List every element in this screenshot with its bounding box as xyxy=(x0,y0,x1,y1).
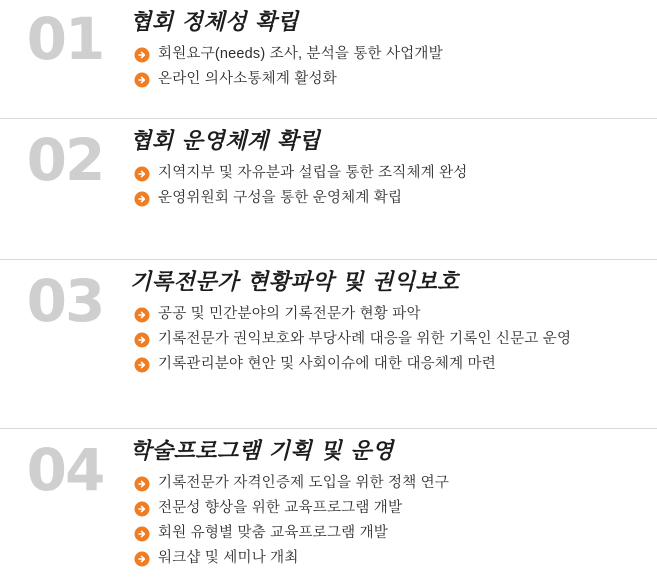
section-title: 협회 정체성 확립 xyxy=(130,9,299,35)
list-item-label: 공공 및 민간분야의 기록전문가 현황 파악 xyxy=(158,306,421,323)
section-number-container xyxy=(0,126,130,194)
list-item xyxy=(130,549,647,568)
list-item-label: 워크샵 및 세미나 개최 xyxy=(158,549,299,566)
section-number: 01 xyxy=(26,5,104,73)
list-item xyxy=(130,499,647,518)
section-03 xyxy=(0,260,657,428)
list-item-label: 기록관리분야 현안 및 사회이슈에 대한 대응체계 마련 xyxy=(158,355,496,372)
arrow-circle-right-icon xyxy=(134,191,150,207)
arrow-circle-right-icon xyxy=(134,332,150,348)
list-item-label: 온라인 의사소통체계 활성화 xyxy=(158,71,337,88)
section-04 xyxy=(0,429,657,581)
bullet-list xyxy=(130,45,647,89)
arrow-circle-right-icon xyxy=(134,72,150,88)
arrow-circle-right-icon xyxy=(134,357,150,373)
list-item xyxy=(130,164,647,183)
list-item-label: 회원요구(needs) 조사, 분석을 통한 사업개발 xyxy=(158,46,443,63)
section-body xyxy=(130,270,657,380)
arrow-circle-right-icon xyxy=(134,526,150,542)
list-item xyxy=(130,330,647,349)
section-01 xyxy=(0,0,657,118)
section-body xyxy=(130,129,657,214)
bullet-list xyxy=(130,164,647,208)
arrow-circle-right-icon xyxy=(134,166,150,182)
arrow-circle-right-icon xyxy=(134,476,150,492)
list-item-label: 운영위원회 구성을 통한 운영체계 확립 xyxy=(158,190,403,207)
bullet-list xyxy=(130,305,647,374)
list-item xyxy=(130,189,647,208)
list-item xyxy=(130,45,647,64)
section-number: 02 xyxy=(26,126,104,194)
section-number: 03 xyxy=(26,267,104,335)
arrow-circle-right-icon xyxy=(134,307,150,323)
list-item-label: 기록전문가 자격인증제 도입을 위한 정책 연구 xyxy=(158,475,450,492)
section-title: 협회 운영체계 확립 xyxy=(130,128,321,154)
arrow-circle-right-icon xyxy=(134,551,150,567)
section-body xyxy=(130,8,657,95)
section-number-container xyxy=(0,267,130,335)
list-item xyxy=(130,355,647,374)
list-item-label: 회원 유형별 맞춤 교육프로그램 개발 xyxy=(158,524,389,541)
list-item-label: 지역지부 및 자유분과 설립을 통한 조직체계 완성 xyxy=(158,165,468,182)
section-body xyxy=(130,439,657,574)
section-number-container xyxy=(0,5,130,73)
section-number-container xyxy=(0,436,130,504)
list-item xyxy=(130,305,647,324)
section-title: 학술프로그램 기획 및 운영 xyxy=(130,438,394,464)
section-number: 04 xyxy=(26,436,104,504)
list-item xyxy=(130,474,647,493)
section-02 xyxy=(0,119,657,259)
bullet-list xyxy=(130,474,647,567)
list-item xyxy=(130,70,647,89)
arrow-circle-right-icon xyxy=(134,501,150,517)
list-item-label: 전문성 향상을 위한 교육프로그램 개발 xyxy=(158,500,403,517)
list-item xyxy=(130,524,647,543)
list-item-label: 기록전문가 권익보호와 부당사례 대응을 위한 기록인 신문고 운영 xyxy=(158,331,572,348)
section-title: 기록전문가 현황파악 및 권익보호 xyxy=(130,269,460,295)
arrow-circle-right-icon xyxy=(134,47,150,63)
